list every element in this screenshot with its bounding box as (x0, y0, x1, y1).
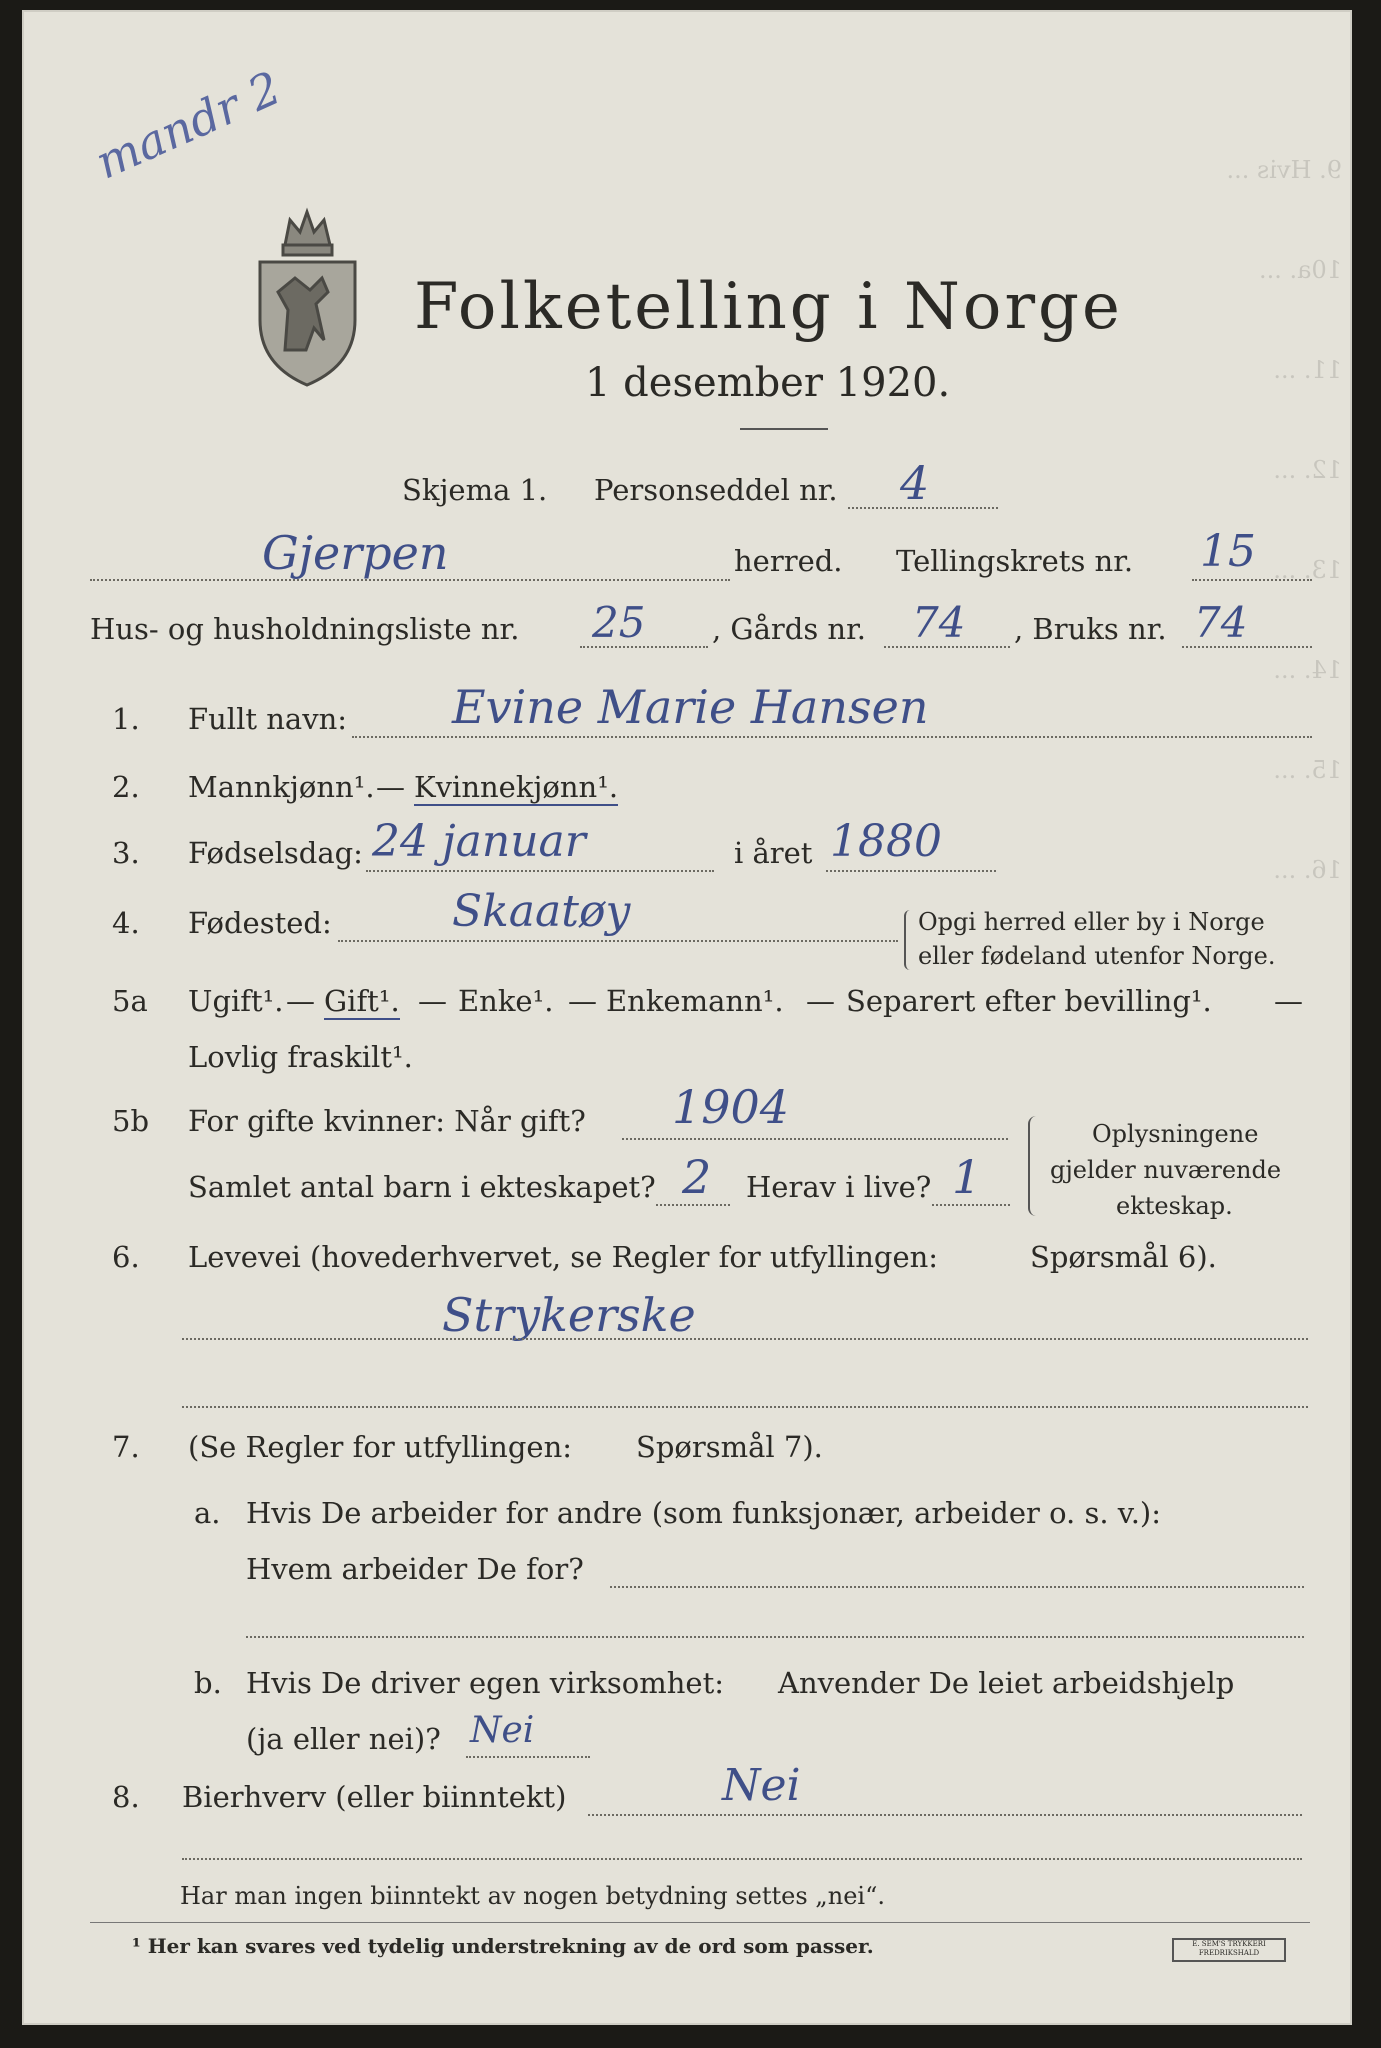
q3-year-label: i året (734, 836, 813, 870)
q5a-enke: Enke¹. (458, 984, 554, 1018)
footer-note: Har man ingen biinntekt av nogen betydning settes „nei“. (180, 1882, 885, 1910)
q4-note-line2: eller fødeland utenfor Norge. (918, 942, 1276, 970)
coat-of-arms-icon (250, 200, 365, 390)
q5b-number: 5b (112, 1104, 150, 1138)
printer-stamp-line1: E. SEM'S TRYKKERI (1192, 1940, 1266, 1948)
q7-label-end: Spørsmål 7). (636, 1430, 823, 1464)
skjema-label: Skjema 1. (402, 473, 548, 507)
q5a-dash-1: — (286, 984, 315, 1018)
q6-occupation[interactable]: Strykerske (442, 1288, 696, 1342)
q4-number: 4. (112, 906, 140, 940)
q8-number: 8. (112, 1780, 140, 1814)
q5b-note-line3: ekteskap. (1116, 1192, 1233, 1220)
husliste-label: Hus- og husholdningsliste nr. (90, 612, 520, 646)
q5b-label: For gifte kvinner: Når gift? (188, 1104, 586, 1138)
q3-birth-year[interactable]: 1880 (830, 816, 942, 867)
q5b-note-line2: gjelder nuværende (1050, 1156, 1282, 1184)
q1-number: 1. (112, 702, 140, 736)
q7b-text: Hvis De driver egen virksomhet: (246, 1666, 724, 1700)
q7b-letter: b. (194, 1666, 222, 1700)
q3-label: Fødselsdag: (188, 836, 363, 870)
q2-number: 2. (112, 770, 140, 804)
personseddel-value[interactable]: 4 (900, 456, 930, 510)
bleed-through-text: 9. Hvis ... 10a. ... 11. ... 12. ... 13. ... 14. ... 15. ... 16. ... (1226, 156, 1342, 884)
q8-label: Bierhverv (eller biinntekt) (182, 1780, 567, 1814)
q5a-dash-4: — (806, 984, 835, 1018)
q5b-alive-value[interactable]: 1 (952, 1150, 982, 1204)
q6-number: 6. (112, 1240, 140, 1274)
footer-divider (90, 1922, 1310, 1923)
q5a-number: 5a (112, 984, 148, 1018)
q7a-answer-line[interactable] (610, 1586, 1304, 1588)
q4-note-line1: Opgi herred eller by i Norge (918, 908, 1265, 936)
q8-answer[interactable]: Nei (722, 1760, 801, 1811)
q7b-answer[interactable]: Nei (470, 1710, 535, 1751)
q2-male: Mannkjønn¹. (188, 770, 375, 804)
form-date: 1 desember 1920. (585, 360, 951, 406)
q7a-text: Hvis De arbeider for andre (som funksjonær, arbeider o. s. v.): (246, 1496, 1162, 1530)
title-divider (740, 428, 828, 430)
q5a-dash-2: — (418, 984, 447, 1018)
q5b-note-line1: Oplysningene (1092, 1120, 1259, 1148)
census-form-sheet (22, 10, 1352, 2025)
q7a-question: Hvem arbeider De for? (246, 1552, 584, 1586)
q5a-ugift: Ugift¹. (188, 984, 284, 1018)
q5a-enkemann: Enkemann¹. (606, 984, 784, 1018)
q5a-fraskilt: Lovlig fraskilt¹. (188, 1040, 413, 1074)
q1-label: Fullt navn: (188, 702, 348, 736)
gards-label: , Gårds nr. (712, 612, 866, 646)
gards-value[interactable]: 74 (912, 598, 966, 647)
footnote: ¹ Her kan svares ved tydelig understrekning av de ord som passer. (132, 1934, 874, 1958)
personseddel-label: Personseddel nr. (594, 473, 838, 507)
q5b-brace (1028, 1116, 1040, 1216)
q4-label: Fødested: (188, 906, 332, 940)
q3-number: 3. (112, 836, 140, 870)
q5a-dash-5: — (1274, 984, 1303, 1018)
margin-note: mandr 2 (87, 60, 289, 190)
q5a-dash-3: — (568, 984, 597, 1018)
q5a-separert: Separert efter bevilling¹. (846, 984, 1212, 1018)
q5b-children-value[interactable]: 2 (682, 1150, 712, 1204)
q5b-children-label: Samlet antal barn i ekteskapet? (188, 1170, 656, 1204)
q7b-question: (ja eller nei)? (246, 1722, 441, 1756)
q2-sep: — (376, 770, 405, 804)
q7-number: 7. (112, 1430, 140, 1464)
tellingskrets-label: Tellingskrets nr. (896, 544, 1134, 578)
bruks-label: , Bruks nr. (1014, 612, 1167, 646)
q2-female-underlined[interactable]: Kvinnekjønn¹. (414, 770, 619, 804)
printer-stamp-line2: FREDRIKSHALD (1198, 1949, 1260, 1957)
q3-birthdate[interactable]: 24 januar (372, 816, 586, 867)
q5b-married-year[interactable]: 1904 (672, 1080, 790, 1134)
herred-value[interactable]: Gjerpen (262, 526, 449, 580)
q1-full-name[interactable]: Evine Marie Hansen (452, 680, 929, 734)
husliste-value[interactable]: 25 (592, 598, 646, 647)
q7-label: (Se Regler for utfyllingen: (188, 1430, 573, 1464)
printer-stamp (1172, 1938, 1286, 1962)
q4-birthplace[interactable]: Skaatøy (452, 886, 631, 937)
q7b-text-end: Anvender De leiet arbeidshjelp (778, 1666, 1235, 1700)
bruks-value[interactable]: 74 (1194, 598, 1248, 647)
tellingskrets-value[interactable]: 15 (1200, 526, 1256, 577)
herred-label: herred. (734, 544, 843, 578)
q4-brace (904, 910, 914, 970)
q5b-alive-label: Herav i live? (746, 1170, 932, 1204)
form-title: Folketelling i Norge (414, 270, 1123, 344)
q6-label: Levevei (hovederhvervet, se Regler for utfyllingen: (188, 1240, 939, 1274)
q6-label-end: Spørsmål 6). (1030, 1240, 1217, 1274)
q7a-letter: a. (194, 1496, 221, 1530)
q5a-gift-underlined[interactable]: Gift¹. (324, 984, 400, 1018)
